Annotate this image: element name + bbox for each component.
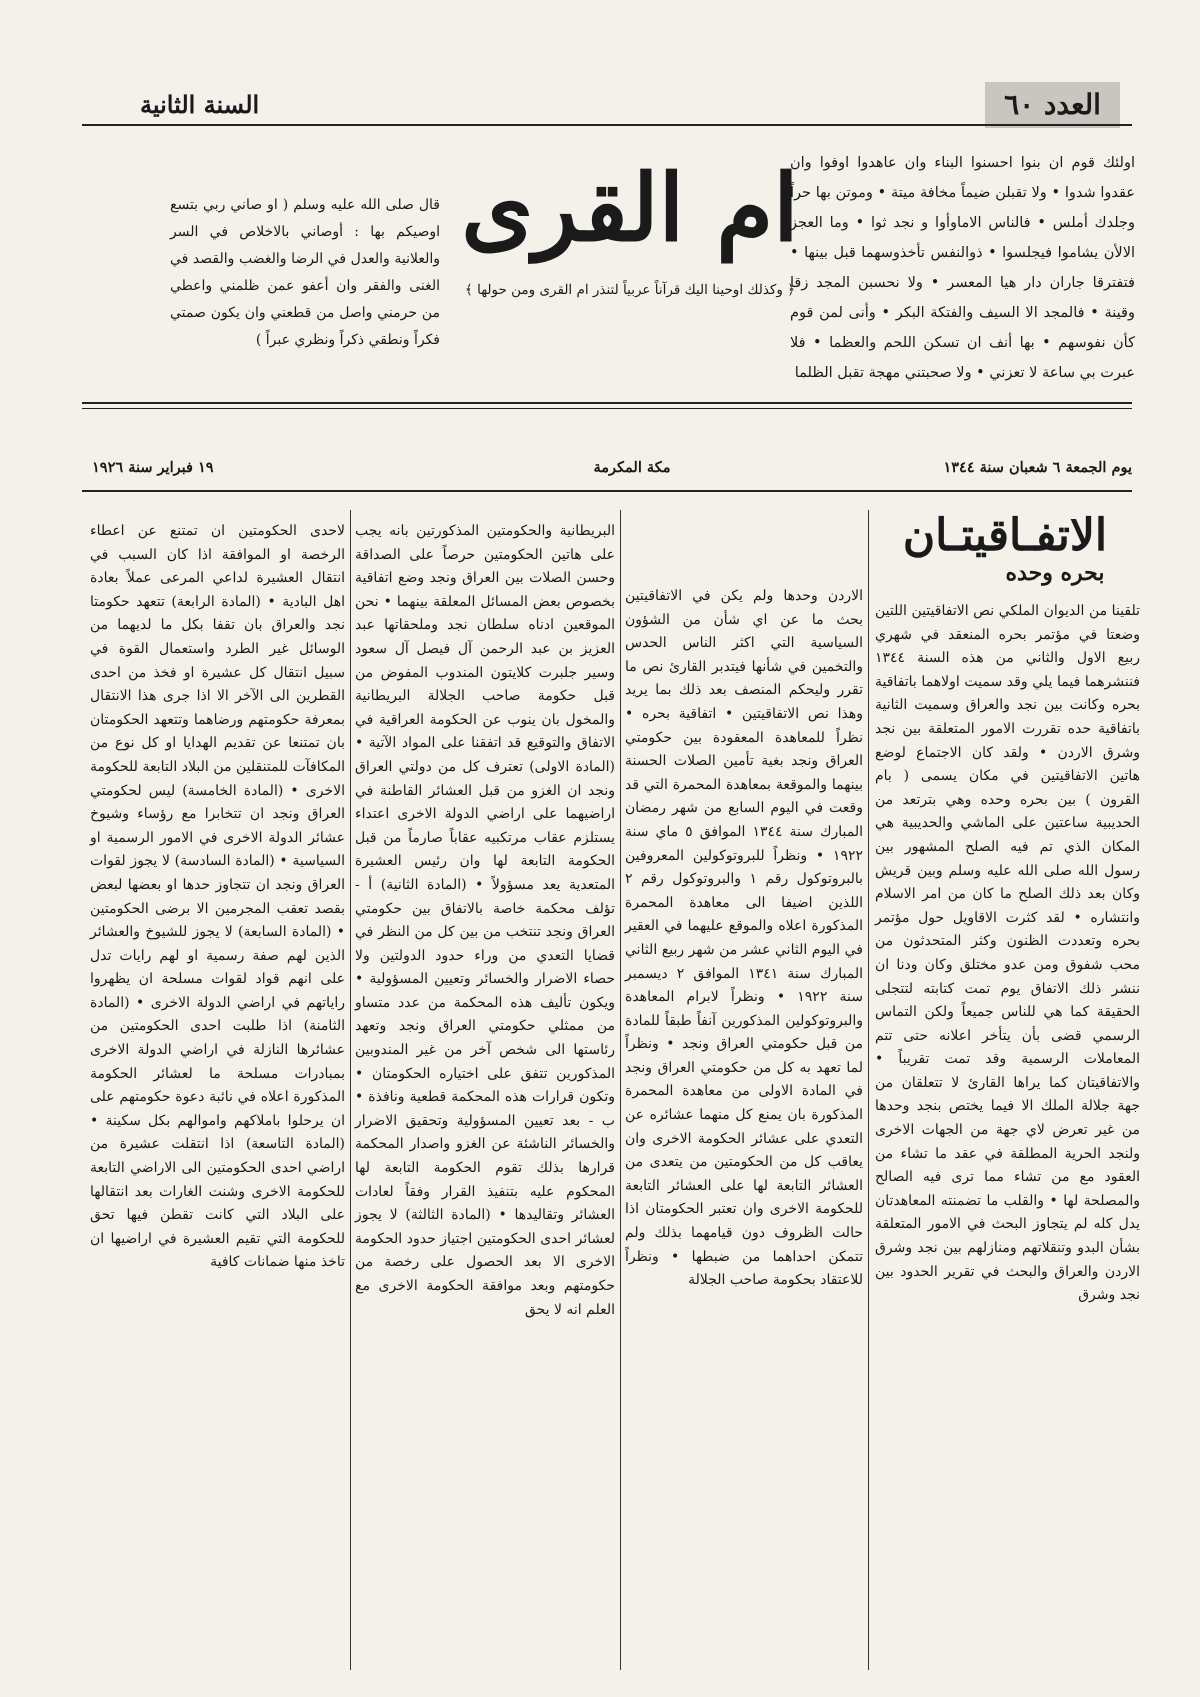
article-column-1 <box>875 600 1140 1308</box>
newspaper-title: ام القرى <box>461 154 799 262</box>
column-2-text: الاردن وحدها ولم يكن في الاتفاقيتين بحث ما عن اي شأن من الشؤون السياسية التي اكثر الناس الحدس والتخمين في شأنها فيتدبر القارئ نص ما تقرر وليحكم المنصف بعد ذلك بما يريد وهذا نص الاتفاقيتين • اتفاقية بحره • نظراً للمعاهدة المعقودة بين حكومتي العراق ونجد بغية تأمين الصلات الحسنة بينهما والموقعة بمعاهدة المحمرة التي قد وقعت في اليوم السابع من شهر رمضان المبارك سنة ١٣٤٤ الموافق ٥ ماي سنة ١٩٢٢ • ونظراً للبروتوكولين المعروفين بالبروتوكول رقم ١ والبروتوكول رقم ٢ اللذين اضيفا الى معاهدة المحمرة المذكورة اعلاه والموقع عليهما في العقير في اليوم الثاني عشر من شهر ربيع الثاني المبارك سنة ١٣٤١ الموافق ٢ ديسمبر سنة ١٩٢٢ • ونظراً لابرام المعاهدة والبروتوكولين المذكورين آنفاً طبقاً للمادة من قبل حكومتي العراق ونجد • ونظراً لما تعهد به كل من حكومتي العراق ونجد في المادة الاولى من معاهدة المحمرة المذكورة بان يمنع كل منهما عشائره عن التعدي على عشائر الحكومة الاخرى وان يعاقب كل من الحكومتين من يتعدى من العشائر التابعة لها على العشائر التابعة للحكومة الاخرى وان تعتبر الحكومتان اذا حالت الظروف دون قيامهما بذلك ولم تتمكن احداهما من ضبطها • ونظراً للاعتقاد بحكومة صاحب الجلالة <box>625 588 864 1289</box>
column-divider <box>350 510 351 1670</box>
dateline-rule <box>82 490 1132 492</box>
dateline-gregorian: ١٩ فبراير سنة ١٩٢٦ <box>92 459 214 476</box>
dateline-hijri: يوم الجمعة ٦ شعبان سنة ١٣٤٤ <box>943 459 1132 476</box>
dateline-place: مكة المكرمة <box>593 459 671 476</box>
top-rule <box>82 124 1132 126</box>
column-divider <box>868 510 869 1670</box>
poem-block: اولئك قوم ان بنوا احسنوا البناء وان عاهدوا اوفوا وان عقدوا شدوا • ولا تقبلن ضيماً مخافة ميتة • وموتن بها حراً وجلدك أملس • فالناس الاماوأوا و نجد ثوا • وما العجز الالأن يشاموا فيجلسوا • ذوالنفس تأخذوسهما قبل بينها • فتفترقا جاران دار هيا المعسر • ولا نحسبن المجد زقا وقينة • فالمجد الا السيف والفتكة البكر • وأنى لمن قوم كأن نفوسهم • بها أنف ان تسكن اللحم والعظما • فلا عبرت بي ساعة لا تعزني • ولا صحبتني مهجة تقبل الظلما <box>790 155 1135 381</box>
column-1-text: تلقينا من الديوان الملكي نص الاتفاقيتين اللتين وضعتا في مؤتمر بحره المنعقد في شهري ربيع الاول والثاني من هذه السنة ١٣٤٤ فننشرهما فيما يلي وقد سميت اولاهما باتفاقية بحره وكانت بين نجد والعراق وسميت الثانية باتفاقية حده تقررت الامور المتعلقة بين نجد وشرق الاردن • ولقد كان الاجتماع لوضع هاتين الاتفاقيتين في مكان يسمى ( بام القرون ) بين بحره وحده وهي بترتعد من الحديبية ساعتين على الماشي والحديبية هي المكان الذي تم فيه الصلح المشهور بين رسول الله صلى الله عليه وسلم وبين قريش وكان بعد ذلك الصلح ما كان من امر الاسلام وانتشاره • لقد كثرت الاقاويل حول مؤتمر بحره وتعددت الظنون وكثر المتحدثون من محب شفوق ومن عدو مختلق وكان ودنا ان ننشر ذلك الاتفاق يوم تمت كتابته لتتجلى الحقيقة كما هي للناس جميعاً ولكن التماس الرسمي قضى بأن يتأخر اعلانه حتى تتم المعاملات الرسمية وقد تمت تقريباً • والاتفاقيتان كما يراها القارئ لا تتعلقان من جهة جلالة الملك الا فيما يختص بنجد وحدها من غير تعرض لاي جهة من الجهات الاخرى ولنجد الحرية المطلقة في عقد ما تشاء من العقود مع من تشاء مما ترى فيه الصالح والمصلحة لها • والقلب ما تضمنته المعاهدتان يدل كله لم يتجاوز البحث في الامور المتعلقة بشأن البدو وتنقلاتهم ومنازلهم بين نجد وشرق الاردن والعراق والبحث في تقرير الحدود بين نجد وشرق <box>875 603 1140 1304</box>
column-4-text: لاحدى الحكومتين ان تمتنع عن اعطاء الرخصة او الموافقة اذا كان السبب في انتقال العشيرة لداعي المرعى عملاً بعادة اهل البادية • (المادة الرابعة) تتعهد حكومتا نجد والعراق بان تقفا بكل ما لديهما من الوسائل غير الطرد واستعمال القوة في سبيل انتقال كل عشيرة او فخذ من احدى القطرين الى الآخر الا اذا جرى هذا الانتقال بمعرفة حكومتهم ورضاهما وتتعهد الحكومتان بان تمتنعا عن تقديم الهدايا او كل نوع من المكافآت للمتنقلين من البلاد التابعة للحكومة الاخرى • (المادة الخامسة) ليس لحكومتي العراق ونجد ان تتخابرا مع رؤساء وشيوخ عشائر الدولة الاخرى في الامور الرسمية او السياسية • (المادة السادسة) لا يجوز لقوات العراق ونجد ان تتجاوز حدها او بعضها لبعض بقصد تعقب المجرمين الا برضى الحكومتين • (المادة السابعة) لا يجوز للشيوخ والعشائر الذين لهم صفة رسمية او لهم رايات تدل على انهم قواد لقوات مسلحة ان يظهروا راياتهم في اراضي الدولة الاخرى • (المادة الثامنة) اذا طلبت احدى الحكومتين من عشائرها النازلة في اراضي الدولة الاخرى بمبادرات مسلحة ما لعشائر الحكومة المذكورة اعلاه في نائبة دعوة حكومتهم على ان يرحلوا باملاكهم واموالهم بكل سكينة • (المادة التاسعة) اذا انتقلت عشيرة من اراضي احدى الحكومتين الى الاراضي التابعة للحكومة الاخرى وشنت الغارات بعد انتقالها على البلاد التي كانت تقطن فيها تحق للحكومة التي تقيم العشيرة في اراضيها ان تاخذ منها ضمانات كافية <box>90 523 345 1271</box>
masthead-rule-lower <box>82 408 1132 409</box>
article-column-3 <box>355 520 615 1322</box>
column-3-text: البريطانية والحكومتين المذكورتين بانه يجب على هاتين الحكومتين حرصاً على الصداقة وحسن الصلات بين العراق ونجد وضع اتفاقية بخصوص بعض المسائل المعلقة بينهما • نحن الموقعين ادناه سلطان نجد وملحقاتها عبد العزيز بن عبد الرحمن آل فيصل آل سعود وسير جلبرت كلايتون المندوب المفوض من قبل حكومة صاحب الجلالة البريطانية والمخول بان ينوب عن الحكومة العراقية في الاتفاق والتوقيع قد اتفقنا على المواد الآتية • (المادة الاولى) تعترف كل من دولتي العراق ونجد ان الغزو من قبل العشائر القاطنة في اراضيهما على اراضي الدولة الاخرى اعتداء يستلزم عقاب مرتكبيه عقاباً صارماً من قبل الحكومة التابعة لها وان رئيس العشيرة المتعدية يعد مسؤولاً • (المادة الثانية) أ - تؤلف محكمة خاصة بالاتفاق بين حكومتي العراق ونجد تنتخب من بين كل من النظر في قضايا التعدي من وراء حدود الدولتين ولا حصاء الاضرار والخسائر وتعيين المسؤولية • ويكون تأليف هذه المحكمة من عدد متساو من ممثلي حكومتي العراق ونجد وتعهد رئاستها الى شخص آخر من غير المندوبين المذكورين تتفق على اختياره الحكومتان • وتكون قرارات هذه المحكمة قطعية ونافذة • ب - بعد تعيين المسؤولية وتحقيق الاضرار والخسائر الناشئة عن الغزو واصدار المحكمة قرارها بذلك تقوم الحكومة التابعة لها المحكوم عليه بتنفيذ القرار وفقاً لعادات العشائر وتقاليدها • (المادة الثالثة) لا يجوز لعشائر احدى الحكومتين اجتياز حدود الحكومة الاخرى الا بعد الحصول على رخصة من حكومتهم وبعد موافقة الحكومة الاخرى مع العلم انه لا يحق <box>355 523 615 1318</box>
issue-number: العدد ٦٠ <box>985 82 1120 128</box>
article-column-2 <box>625 585 863 1293</box>
article-headline: الاتفـاقيتـان <box>902 510 1108 561</box>
masthead-verse: ﴿ وكذلك اوحينا اليك قرآناً عربياً لتنذر ام القرى ومن حولها ﴾ <box>464 281 796 298</box>
article-column-4 <box>90 520 345 1275</box>
column-divider <box>620 510 621 1670</box>
hadith-block: قال صلى الله عليه وسلم ( او صاني ربي بتسع اوصيكم بها : أوصاني بالاخلاص في السر والعلانية والعدل في الرضا والغضب والقصد في الغنى والفقر وان أعفو عمن ظلمني واعطي من حرمني واصل من قطعني وان يكون صمتي فكراً ونطقي ذكراً ونظري عبراً ) <box>170 197 440 348</box>
dateline <box>82 455 1132 485</box>
masthead <box>460 154 800 302</box>
article-subhead: بحره وحده <box>1005 560 1105 586</box>
publication-year: السنة الثانية <box>140 90 260 119</box>
masthead-rule-upper <box>82 402 1132 404</box>
